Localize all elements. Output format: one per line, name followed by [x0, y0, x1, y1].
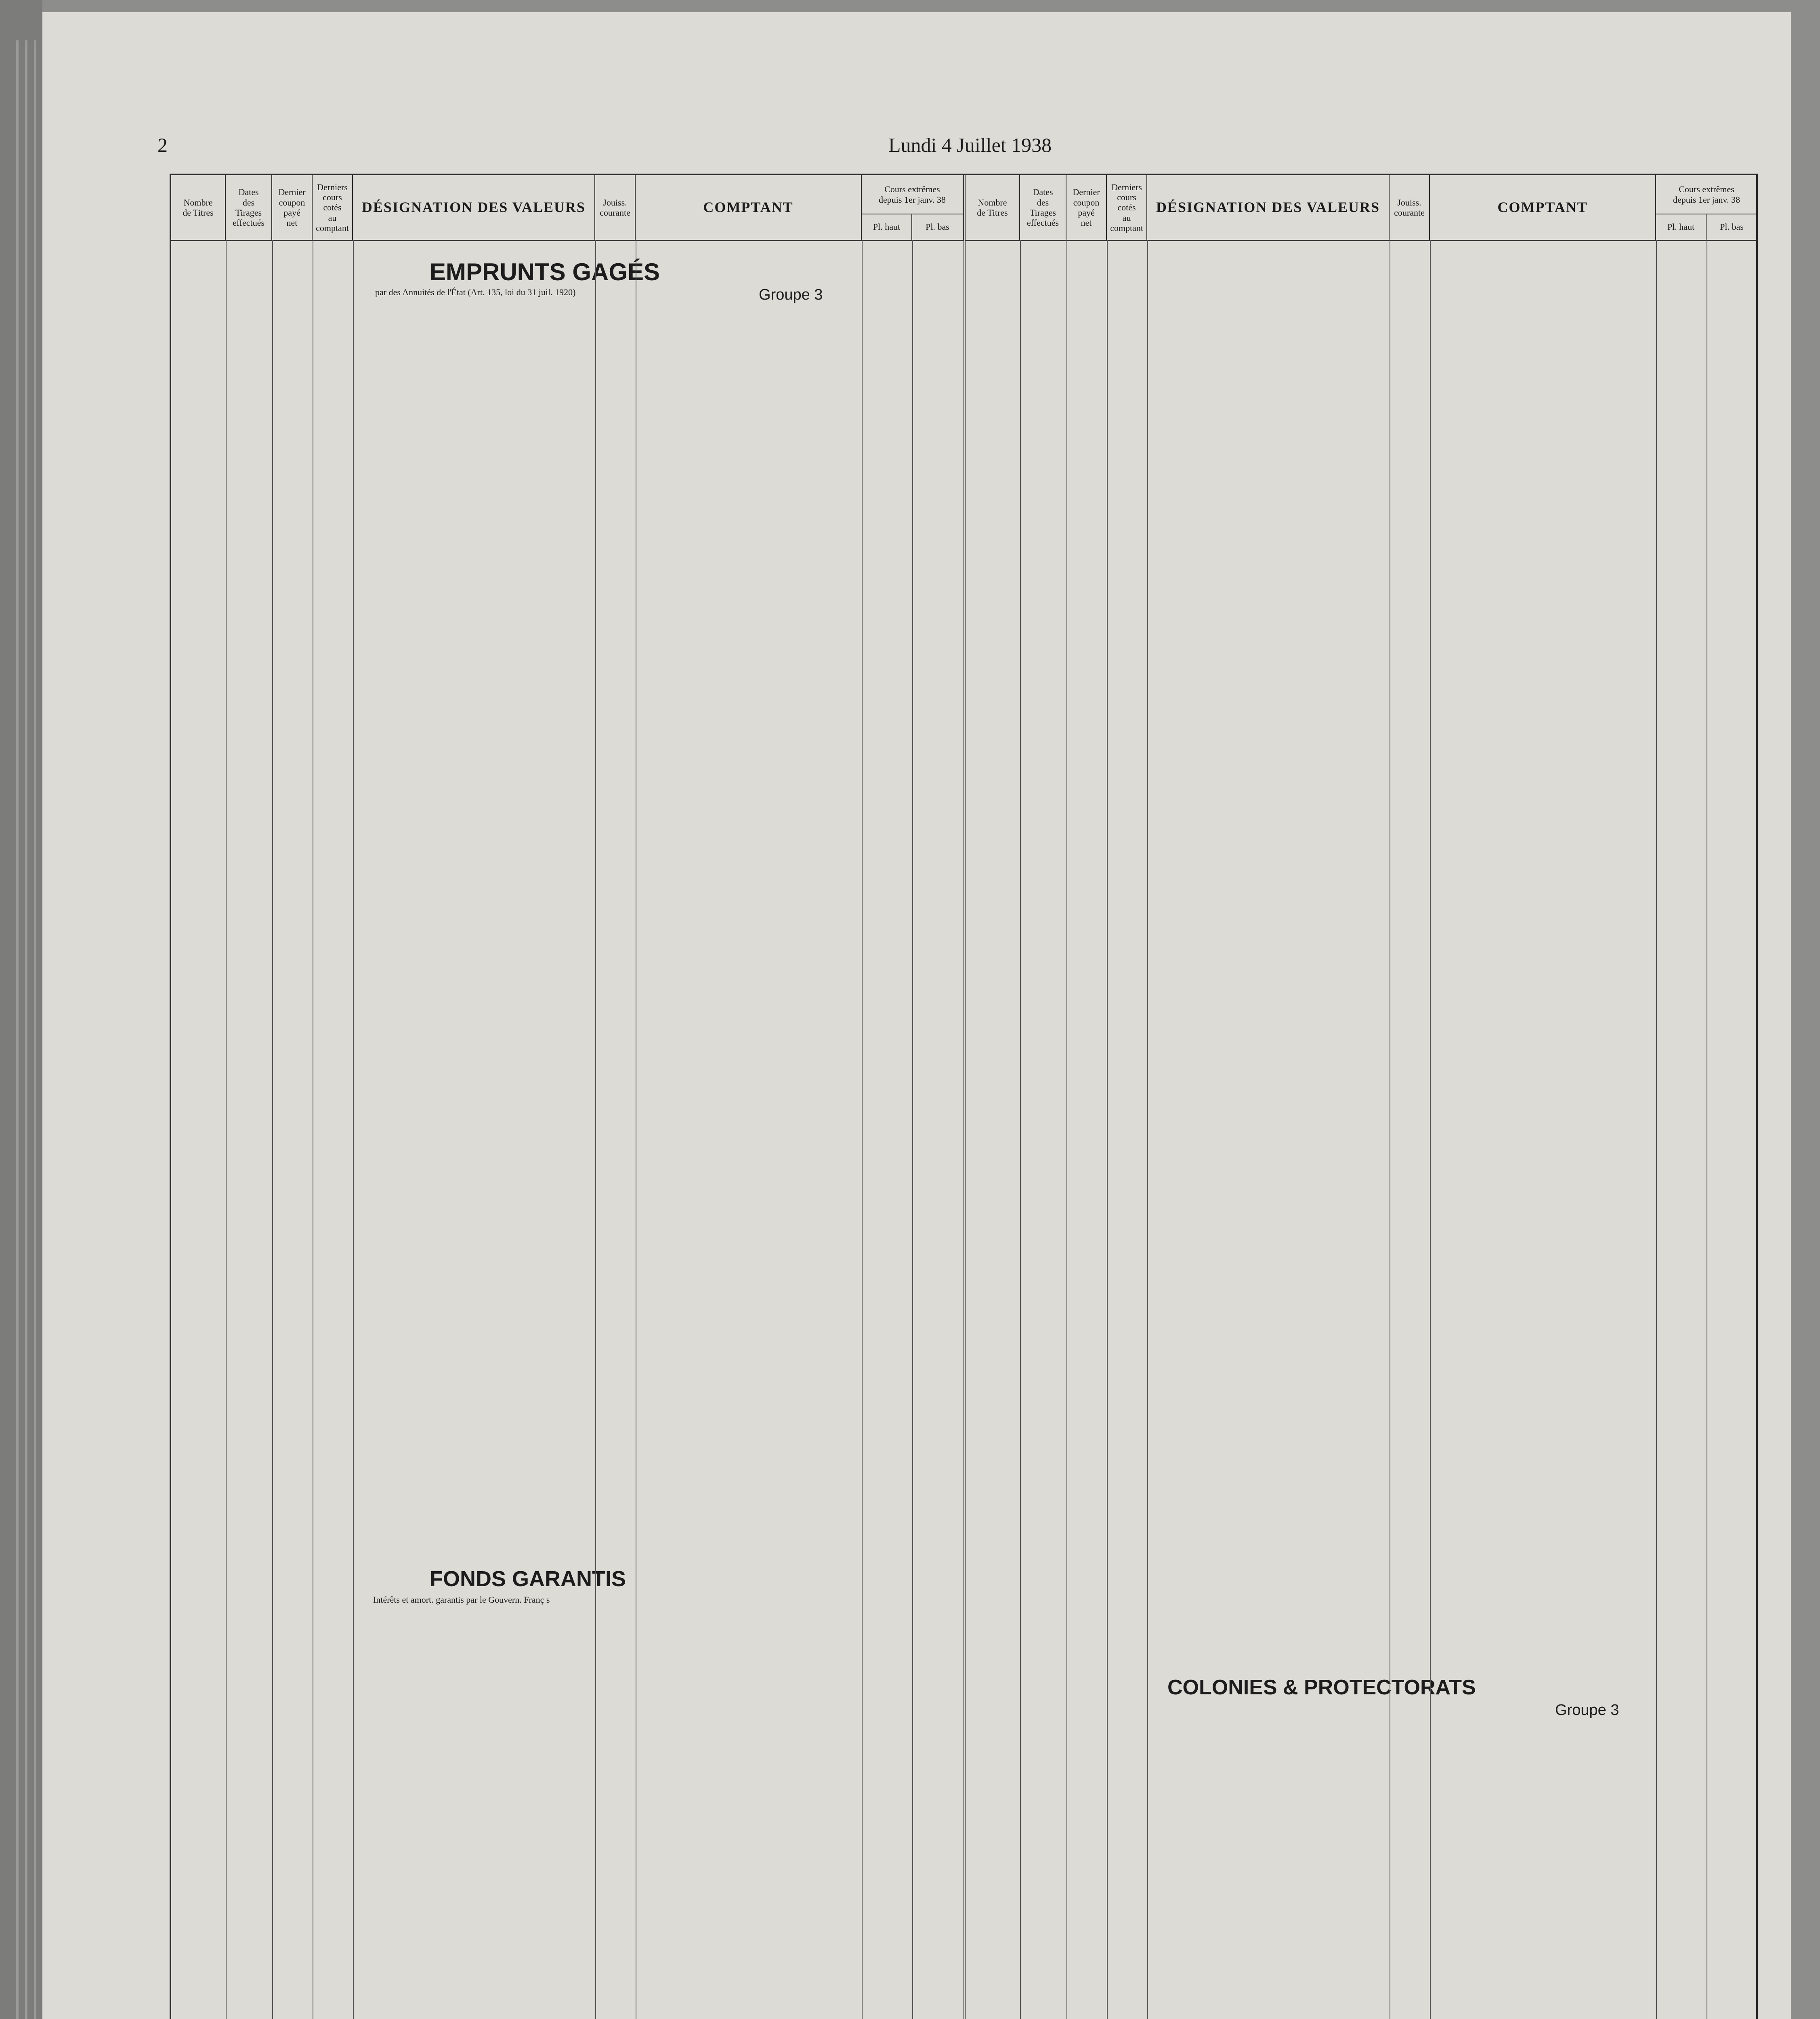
column-header: DÉSIGNATION DES VALEURS [353, 175, 595, 240]
column-header: COMPTANT [1430, 175, 1656, 240]
right-half [966, 175, 1756, 2019]
column-header: Pl. haut [862, 214, 912, 240]
column-rule [353, 240, 354, 2019]
column-rule [1020, 240, 1021, 2019]
column-header: DÉSIGNATION DES VALEURS [1147, 175, 1390, 240]
table-body [171, 242, 964, 2019]
section-subtitle: Intérêts et amort. garantis par le Gouvern. Franç s [373, 1595, 550, 1605]
page-edge [16, 40, 19, 2019]
column-header: Nombre de Titres [966, 175, 1020, 240]
cours-extremes-header: Cours extrêmes depuis 1er janv. 38 [862, 175, 964, 214]
group-label: Groupe 3 [1555, 1702, 1619, 1719]
column-header: COMPTANT [636, 175, 862, 240]
section-subtitle: par des Annuités de l'État (Art. 135, loi du 31 juil. 1920) [375, 287, 576, 297]
column-header: Derniers cours cotés au comptant [313, 175, 353, 240]
column-rule [272, 240, 273, 2019]
section-title: COLONIES & PROTECTORATS [1167, 1676, 1476, 1699]
page-edge [25, 40, 27, 2019]
table-body [966, 242, 1756, 2019]
column-header: Dates des Tirages effectués [1020, 175, 1066, 240]
column-rule [1107, 240, 1108, 2019]
column-header: Dernier coupon payé net [1066, 175, 1107, 240]
column-header: Jouiss. courante [595, 175, 636, 240]
column-header: Jouiss. courante [1390, 175, 1430, 240]
column-header: Dates des Tirages effectués [226, 175, 272, 240]
column-rule [1656, 240, 1657, 2019]
group-label: Groupe 3 [759, 286, 823, 303]
table-header [966, 175, 1756, 241]
column-rule [912, 240, 913, 2019]
table-header [171, 175, 964, 241]
column-header: Pl. bas [1707, 214, 1758, 240]
quotation-table [170, 174, 1758, 2019]
column-rule [862, 240, 863, 2019]
page-date: Lundi 4 Juillet 1938 [888, 134, 1052, 156]
column-header: Pl. bas [912, 214, 964, 240]
column-header: Pl. haut [1656, 214, 1707, 240]
column-rule [1147, 240, 1148, 2019]
cours-extremes-header: Cours extrêmes depuis 1er janv. 38 [1656, 175, 1758, 214]
column-rule [226, 240, 227, 2019]
left-half [171, 175, 966, 2019]
column-rule [1430, 240, 1431, 2019]
page-edge [34, 40, 36, 2019]
column-header: Dernier coupon payé net [272, 175, 313, 240]
page-number: 2 [157, 134, 168, 156]
section-title: EMPRUNTS GAGÉS [430, 258, 660, 285]
column-header: Derniers cours cotés au comptant [1107, 175, 1147, 240]
column-rule [1066, 240, 1067, 2019]
column-header: Nombre de Titres [171, 175, 226, 240]
section-title: FONDS GARANTIS [430, 1567, 626, 1591]
column-rule [595, 240, 596, 2019]
